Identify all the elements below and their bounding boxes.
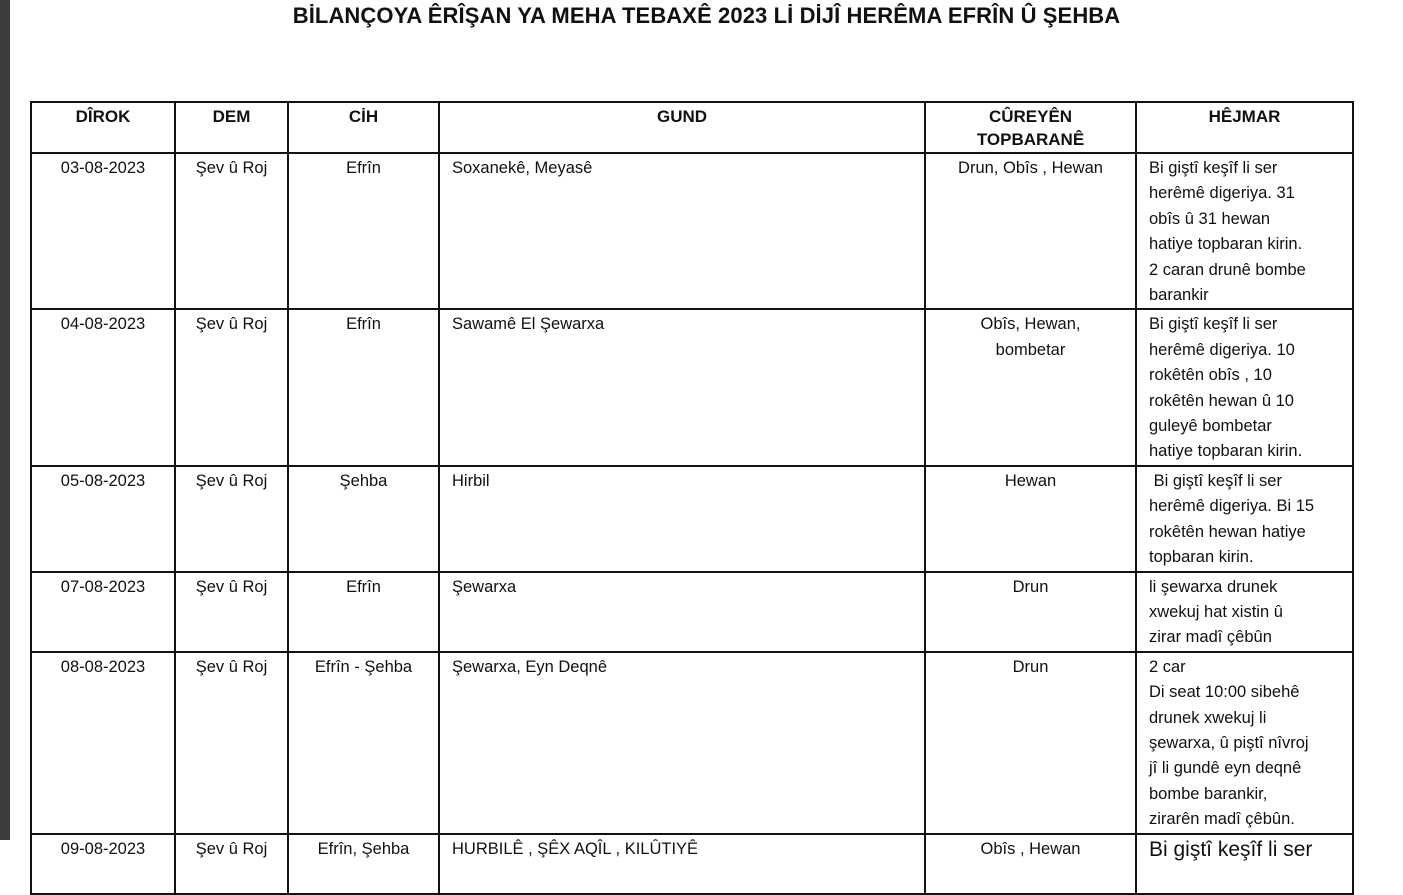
cell-gund: Şewarxa, Eyn Deqnê — [439, 652, 925, 834]
cell-hejmar — [1136, 572, 1353, 652]
cell-cureyen — [925, 153, 1136, 309]
hejmar-line: rokêtên hewan û 10 — [1149, 391, 1294, 410]
cell-cih: Efrîn — [288, 309, 439, 465]
document-title: BİLANÇOYA ÊRÎŞAN YA MEHA TEBAXÊ 2023 Lİ DİJÎ HERÊMA EFRÎN Û ŞEHBA — [292, 3, 1121, 28]
cell-hejmar — [1136, 153, 1353, 309]
cell-dirok: 09-08-2023 — [31, 834, 175, 894]
cell-dem: Şev û Roj — [175, 834, 288, 894]
cell-dirok: 04-08-2023 — [31, 309, 175, 465]
cell-dem: Şev û Roj — [175, 153, 288, 309]
hejmar-line: barankir — [1149, 286, 1209, 305]
cell-hejmar — [1136, 309, 1353, 465]
cell-gund: HURBILÊ , ŞÊX AQÎL , KILÛTIYÊ — [439, 834, 925, 894]
hejmar-line: Di seat 10:00 sibehê — [1149, 683, 1300, 702]
hejmar-line: zirar madî çêbûn — [1149, 628, 1272, 647]
hejmar-line: herêmê digeriya. 10 — [1149, 340, 1295, 359]
table-row — [31, 309, 1353, 465]
cell-dem: Şev û Roj — [175, 309, 288, 465]
hejmar-line: zirarên madî çêbûn. — [1149, 810, 1295, 829]
cell-dem: Şev û Roj — [175, 652, 288, 834]
header-hejmar: HÊJMAR — [1136, 102, 1353, 153]
cell-cureyen — [925, 652, 1136, 834]
cell-hejmar — [1136, 834, 1353, 894]
cureyen-line: Hewan — [1004, 471, 1057, 490]
hejmar-line: 2 car — [1149, 657, 1186, 676]
table-row — [31, 834, 1353, 894]
cureyen-line: Obîs, Hewan, — [980, 315, 1081, 334]
hejmar-line: bombe barankir, — [1149, 784, 1268, 803]
hejmar-line: jî li gundê eyn deqnê — [1149, 759, 1302, 778]
hejmar-line: xwekuj hat xistin û — [1149, 602, 1283, 621]
cell-dirok: 08-08-2023 — [31, 652, 175, 834]
cureyen-line: Drun, Obîs , Hewan — [958, 159, 1103, 177]
hejmar-line: Bi giştî keşîf li ser — [1149, 159, 1278, 177]
cell-cureyen — [925, 572, 1136, 652]
cell-cih: Efrîn - Şehba — [288, 652, 439, 834]
header-cureyen-line2: TOPBARANÊ — [976, 130, 1085, 149]
table-row — [31, 466, 1353, 572]
cureyen-line: Obîs , Hewan — [980, 839, 1081, 858]
hejmar-line: hatiye topbaran kirin. — [1149, 442, 1303, 461]
header-cureyen — [925, 102, 1136, 153]
cell-dem: Şev û Roj — [175, 572, 288, 652]
cell-cureyen — [925, 309, 1136, 465]
hejmar-line: li şewarxa drunek — [1149, 577, 1278, 596]
hejmar-line: rokêtên hewan hatiye — [1149, 522, 1306, 541]
table-header-row — [31, 102, 1353, 153]
attack-report-table — [30, 101, 1354, 895]
header-dirok: DÎROK — [31, 102, 175, 153]
hejmar-line: Bi giştî keşîf li ser — [1149, 315, 1278, 334]
hejmar-line: hatiye topbaran kirin. — [1149, 235, 1303, 254]
viewer-left-edge — [0, 0, 10, 840]
cell-cih: Şehba — [288, 466, 439, 572]
table-row — [31, 153, 1353, 309]
cell-dem: Şev û Roj — [175, 466, 288, 572]
cell-gund: Soxanekê, Meyasê — [439, 153, 925, 309]
cureyen-line: Drun — [1012, 577, 1049, 596]
cell-gund: Şewarxa — [439, 572, 925, 652]
cell-hejmar — [1136, 466, 1353, 572]
hejmar-line: Bi giştî keşîf li ser — [1149, 471, 1282, 490]
cell-gund: Hirbil — [439, 466, 925, 572]
cell-hejmar — [1136, 652, 1353, 834]
hejmar-line: herêmê digeriya. Bi 15 — [1149, 497, 1315, 516]
cell-cih: Efrîn — [288, 572, 439, 652]
header-cureyen-line1: CÛREYÊN — [988, 107, 1073, 126]
cell-cureyen — [925, 834, 1136, 894]
cell-cureyen — [925, 466, 1136, 572]
cureyen-line: Drun — [1012, 657, 1049, 676]
header-gund: GUND — [439, 102, 925, 153]
hejmar-line: guleyê bombetar — [1149, 417, 1272, 436]
table-row — [31, 572, 1353, 652]
cell-dirok: 05-08-2023 — [31, 466, 175, 572]
header-cih: CİH — [288, 102, 439, 153]
cell-cih: Efrîn, Şehba — [288, 834, 439, 894]
table-row — [31, 652, 1353, 834]
hejmar-line: rokêtên obîs , 10 — [1149, 366, 1272, 385]
hejmar-line: 2 caran drunê bombe — [1149, 260, 1306, 279]
cell-gund: Sawamê El Şewarxa — [439, 309, 925, 465]
cureyen-line: bombetar — [995, 340, 1066, 359]
header-dem: DEM — [175, 102, 288, 153]
cell-cih: Efrîn — [288, 153, 439, 309]
hejmar-line: Bi giştî keşîf li ser — [1149, 837, 1313, 861]
hejmar-line: drunek xwekuj li — [1149, 708, 1267, 727]
hejmar-line: topbaran kirin. — [1149, 548, 1254, 567]
hejmar-line: obîs û 31 hewan — [1149, 209, 1271, 228]
cell-dirok: 07-08-2023 — [31, 572, 175, 652]
cell-dirok: 03-08-2023 — [31, 153, 175, 309]
document-page — [10, 0, 1378, 861]
hejmar-line: herêmê digeriya. 31 — [1149, 184, 1295, 203]
hejmar-line: şewarxa, û piştî nîvroj — [1149, 733, 1309, 752]
